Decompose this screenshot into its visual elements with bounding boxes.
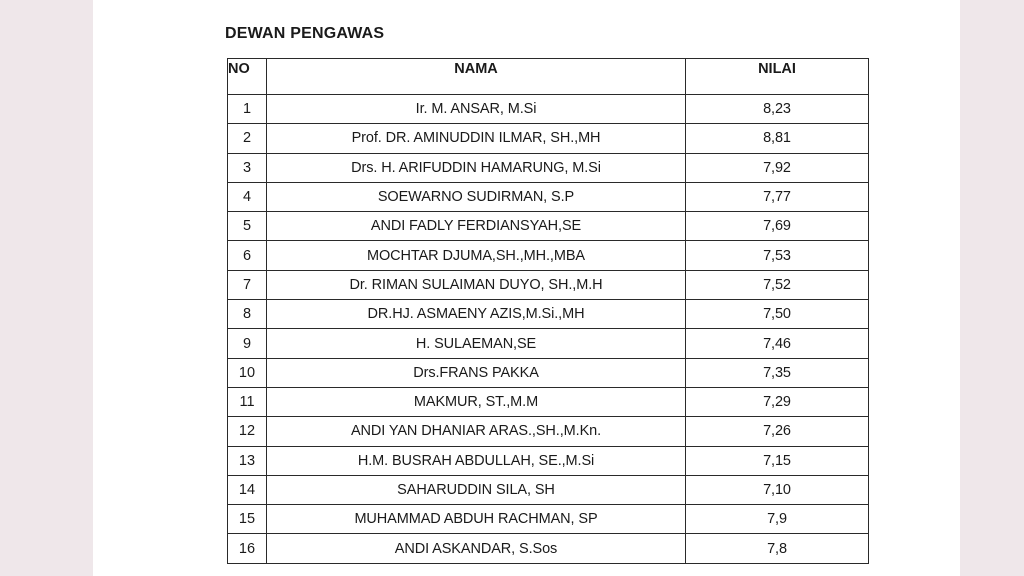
cell-no: 2 <box>228 124 267 153</box>
cell-value: 7,50 <box>686 300 869 329</box>
cell-value: 7,15 <box>686 446 869 475</box>
cell-no: 9 <box>228 329 267 358</box>
cell-name: DR.HJ. ASMAENY AZIS,M.Si.,MH <box>267 300 686 329</box>
table-row <box>228 475 869 504</box>
cell-no: 3 <box>228 153 267 182</box>
cell-name: MAKMUR, ST.,M.M <box>267 387 686 416</box>
table-row <box>228 300 869 329</box>
table-row <box>228 153 869 182</box>
cell-name: H. SULAEMAN,SE <box>267 329 686 358</box>
cell-no: 7 <box>228 270 267 299</box>
table-row <box>228 241 869 270</box>
cell-value: 7,77 <box>686 182 869 211</box>
cell-value: 7,52 <box>686 270 869 299</box>
table-row <box>228 534 869 563</box>
table-row <box>228 417 869 446</box>
cell-value: 7,10 <box>686 475 869 504</box>
table-row <box>228 95 869 124</box>
document-title: DEWAN PENGAWAS <box>225 25 385 42</box>
cell-name: SOEWARNO SUDIRMAN, S.P <box>267 182 686 211</box>
cell-name: Drs. H. ARIFUDDIN HAMARUNG, M.Si <box>267 153 686 182</box>
cell-value: 7,35 <box>686 358 869 387</box>
cell-no: 11 <box>228 387 267 416</box>
table-row <box>228 358 869 387</box>
cell-no: 13 <box>228 446 267 475</box>
cell-value: 7,29 <box>686 387 869 416</box>
header-name: NAMA <box>267 59 686 95</box>
cell-value: 7,69 <box>686 212 869 241</box>
cell-no: 12 <box>228 417 267 446</box>
cell-name: ANDI YAN DHANIAR ARAS.,SH.,M.Kn. <box>267 417 686 446</box>
cell-value: 7,53 <box>686 241 869 270</box>
cell-name: ANDI ASKANDAR, S.Sos <box>267 534 686 563</box>
score-table <box>227 58 869 564</box>
table-row <box>228 446 869 475</box>
cell-name: H.M. BUSRAH ABDULLAH, SE.,M.Si <box>267 446 686 475</box>
table-header-row <box>228 59 869 95</box>
cell-no: 14 <box>228 475 267 504</box>
header-no: NO <box>228 59 267 95</box>
cell-name: Prof. DR. AMINUDDIN ILMAR, SH.,MH <box>267 124 686 153</box>
cell-name: MUHAMMAD ABDUH RACHMAN, SP <box>267 505 686 534</box>
table-row <box>228 270 869 299</box>
table-row <box>228 329 869 358</box>
cell-no: 5 <box>228 212 267 241</box>
cell-value: 7,26 <box>686 417 869 446</box>
cell-name: Drs.FRANS PAKKA <box>267 358 686 387</box>
table-row <box>228 387 869 416</box>
cell-no: 16 <box>228 534 267 563</box>
cell-value: 7,46 <box>686 329 869 358</box>
cell-no: 8 <box>228 300 267 329</box>
header-value: NILAI <box>686 59 869 95</box>
cell-no: 4 <box>228 182 267 211</box>
table-row <box>228 182 869 211</box>
table-row <box>228 505 869 534</box>
cell-value: 8,23 <box>686 95 869 124</box>
cell-no: 6 <box>228 241 267 270</box>
cell-value: 7,92 <box>686 153 869 182</box>
table-row <box>228 124 869 153</box>
cell-name: MOCHTAR DJUMA,SH.,MH.,MBA <box>267 241 686 270</box>
table-row <box>228 212 869 241</box>
cell-name: Ir. M. ANSAR, M.Si <box>267 95 686 124</box>
cell-no: 1 <box>228 95 267 124</box>
document-page <box>93 0 960 576</box>
cell-no: 10 <box>228 358 267 387</box>
cell-name: Dr. RIMAN SULAIMAN DUYO, SH.,M.H <box>267 270 686 299</box>
cell-name: ANDI FADLY FERDIANSYAH,SE <box>267 212 686 241</box>
cell-name: SAHARUDDIN SILA, SH <box>267 475 686 504</box>
cell-value: 7,8 <box>686 534 869 563</box>
cell-value: 8,81 <box>686 124 869 153</box>
cell-no: 15 <box>228 505 267 534</box>
cell-value: 7,9 <box>686 505 869 534</box>
